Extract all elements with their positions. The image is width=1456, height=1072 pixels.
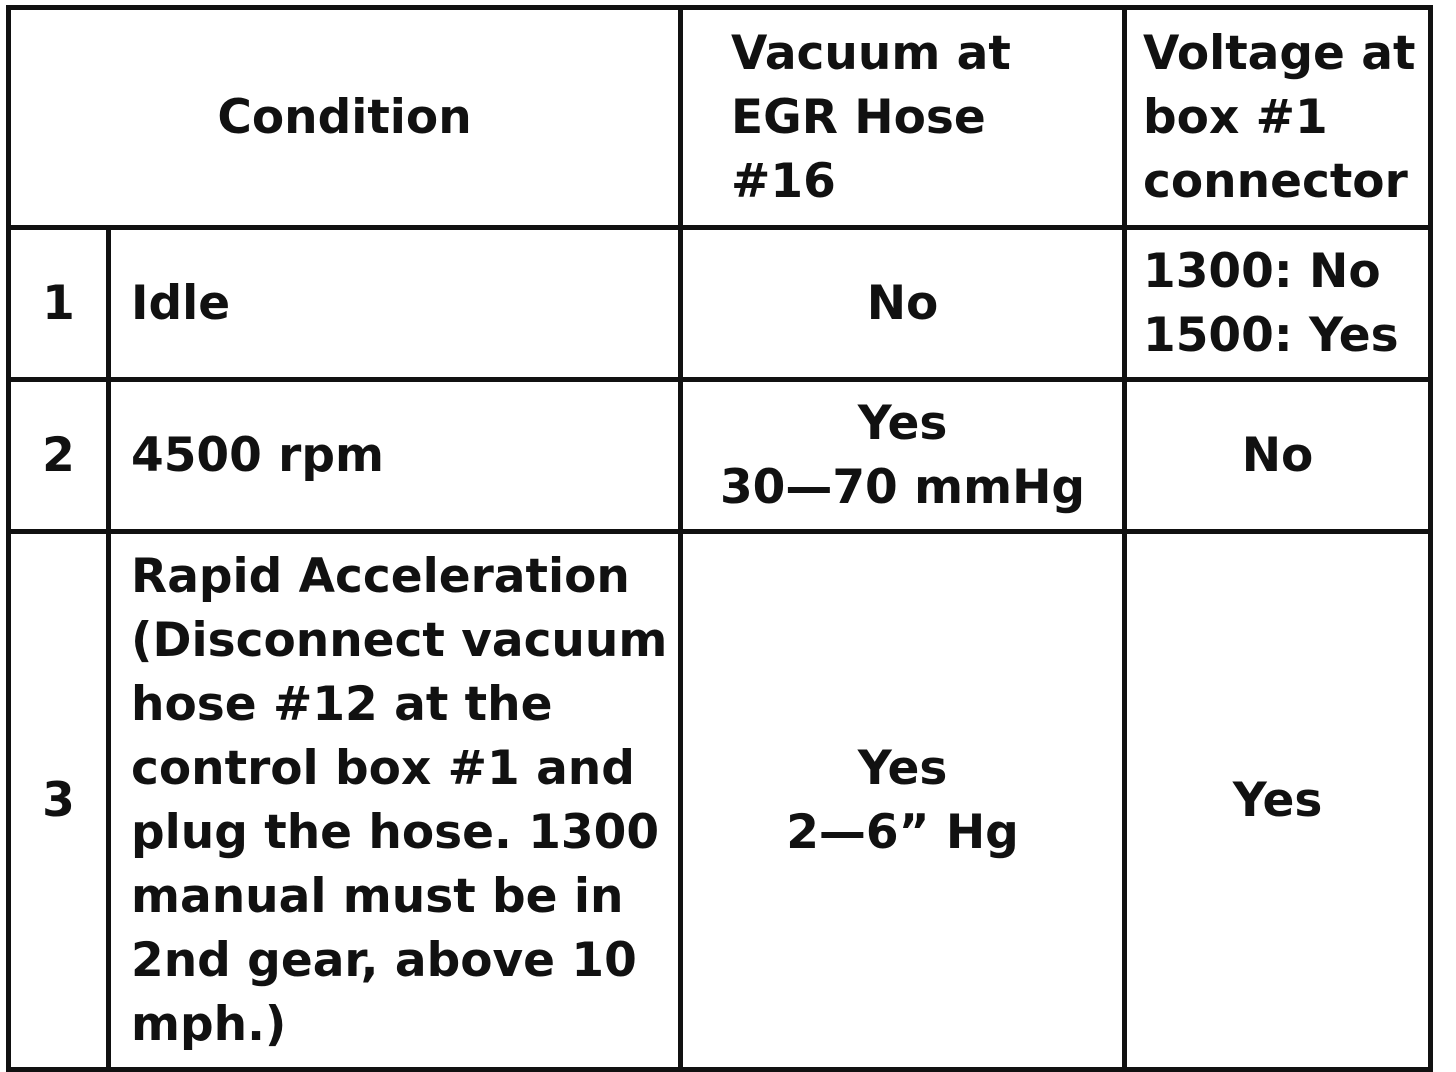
- header-voltage-line: box #1: [1143, 89, 1328, 145]
- condition-line: (Disconnect vacuum: [131, 612, 668, 668]
- header-vacuum-line: EGR Hose: [731, 89, 986, 145]
- header-voltage-line: connector: [1143, 153, 1408, 209]
- row-vacuum: [681, 532, 1125, 1070]
- header-voltage-line: Voltage at: [1143, 25, 1416, 81]
- header-vacuum-line: #16: [731, 153, 836, 209]
- header-vacuum-line: Vacuum at: [731, 25, 1011, 81]
- header-voltage: [1125, 8, 1431, 228]
- row-number: 1: [9, 228, 109, 380]
- row-voltage: [1125, 532, 1431, 1070]
- row-number: 3: [9, 532, 109, 1070]
- voltage-line: 1500: Yes: [1143, 307, 1399, 363]
- condition-line: control box #1 and: [131, 740, 635, 796]
- header-row: [9, 8, 1431, 228]
- voltage-line: Yes: [1232, 772, 1323, 828]
- table-row: [9, 228, 1431, 380]
- table-row: [9, 380, 1431, 532]
- voltage-line: No: [1241, 427, 1314, 483]
- condition-line: manual must be in: [131, 868, 624, 924]
- condition-line: mph.): [131, 996, 287, 1052]
- condition-line: 2nd gear, above 10: [131, 932, 637, 988]
- condition-line: plug the hose. 1300: [131, 804, 660, 860]
- vacuum-line: Yes: [857, 395, 948, 451]
- vacuum-line: 30—70 mmHg: [719, 459, 1086, 515]
- table-row: [9, 532, 1431, 1070]
- vacuum-line: Yes: [857, 740, 948, 796]
- condition-line: Idle: [131, 275, 231, 331]
- row-vacuum: [681, 228, 1125, 380]
- row-number: 2: [9, 380, 109, 532]
- condition-line: 4500 rpm: [131, 427, 384, 483]
- header-vacuum: [681, 8, 1125, 228]
- header-condition: [9, 8, 681, 228]
- vacuum-line: 2—6” Hg: [786, 804, 1019, 860]
- condition-line: Rapid Acceleration: [131, 548, 630, 604]
- voltage-line: 1300: No: [1143, 243, 1381, 299]
- row-condition: [109, 228, 681, 380]
- header-condition-label: Condition: [217, 89, 472, 145]
- row-condition: [109, 380, 681, 532]
- row-condition: [109, 532, 681, 1070]
- row-vacuum: [681, 380, 1125, 532]
- row-voltage: [1125, 380, 1431, 532]
- row-voltage: [1125, 228, 1431, 380]
- condition-line: hose #12 at the: [131, 676, 553, 732]
- egr-test-table: [6, 5, 1433, 1072]
- vacuum-line: No: [866, 275, 939, 331]
